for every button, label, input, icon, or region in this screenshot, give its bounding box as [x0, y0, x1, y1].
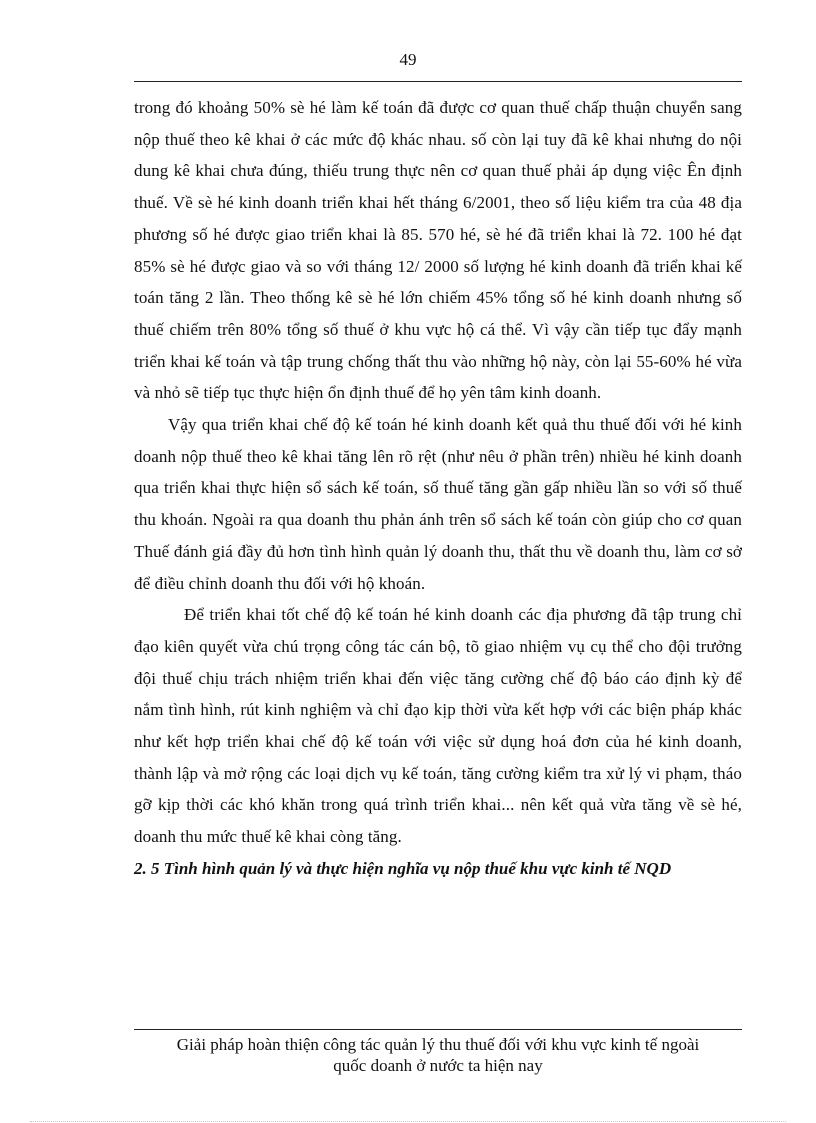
page-number: 49: [399, 50, 417, 69]
footer-line-1: Giải pháp hoàn thiện công tác quản lý thu thuế đối với khu vực kinh tế ngoài: [176, 1035, 700, 1054]
footer-line-2: quốc doanh ở nước ta hiện nay: [333, 1056, 543, 1075]
page-footer: [134, 1034, 742, 1076]
page-edge-dotted-line: [30, 1121, 786, 1122]
header-rule: [134, 81, 742, 82]
paragraph-2: Vậy qua triển khai chế độ kế toán hé kinh doanh kết quả thu thuế đối với hé kinh doanh nộp thuế theo kê khai tăng lên rõ rệt (như nêu ở phần trên) nhiều hé kinh doanh qua triển khai thực hiện sổ sách kế toán, số thuế tăng gần gấp nhiều lần so với số thuế thu khoán. Ngoài ra qua doanh thu phản ánh trên sổ sách kế toán còn giúp cho cơ quan Thuế đánh giá đầy đủ hơn tình hình quản lý doanh thu, thất thu về doanh thu, làm cơ sở để điều chỉnh doanh thu đối với hộ khoán.: [134, 415, 742, 593]
section-heading: 2. 5 Tình hình quản lý và thực hiện nghĩa vụ nộp thuế khu vực kinh tế NQD: [134, 858, 672, 878]
document-body: [134, 92, 742, 885]
paragraph-3: Để triển khai tốt chế độ kế toán hé kinh doanh các địa phương đã tập trung chỉ đạo kiên quyết vừa chú trọng công tác cán bộ, tõ giao nhiệm vụ cụ thể cho đội trưởng đội thuế chịu trách nhiệm triển khai đến việc tăng cường chế độ báo cáo định kỳ để nắm tình hình, rút kinh nghiệm và chỉ đạo kịp thời vừa kết hợp với các biện pháp khác như kết hợp triển khai chế độ kế toán với việc sử dụng hoá đơn của hé kinh doanh, thành lập và mở rộng các loại dịch vụ kế toán, tăng cường kiểm tra xử lý vi phạm, tháo gỡ kịp thời các khó khăn trong quá trình triển khai... nên kết quả vừa tăng về sè hé, doanh thu mức thuế kê khai còng tăng.: [134, 605, 742, 847]
paragraph-1: trong đó khoảng 50% sè hé làm kế toán đã được cơ quan thuế chấp thuận chuyển sang nộp thuế theo kê khai ở các mức độ khác nhau. số còn lại tuy đã kê khai nhưng do nội dung kê khai chưa đúng, thiếu trung thực nên cơ quan thuế phải áp dụng việc Ên định thuế. Về sè hé kinh doanh triển khai hết tháng 6/2001, theo số liệu kiểm tra của 48 địa phương số hé được giao triển khai là 85. 570 hé, sè hé đã triển khai là 72. 100 hé đạt 85% sè hé được giao và so với tháng 12/ 2000 số lượng hé kinh doanh đã triển khai kế toán tăng 2 lần. Theo thống kê sè hé lớn chiếm 45% tổng số hé kinh doanh nhưng số thuế chiếm trên 80% tổng số thuế ở khu vực hộ cá thể. Vì vậy cần tiếp tục đẩy mạnh triển khai kế toán và tập trung chống thất thu vào những hộ này, còn lại 55-60% hé vừa và nhỏ sẽ tiếp tục thực hiện ổn định thuế để họ yên tâm kinh doanh.: [134, 98, 742, 403]
footer-rule: [134, 1029, 742, 1030]
